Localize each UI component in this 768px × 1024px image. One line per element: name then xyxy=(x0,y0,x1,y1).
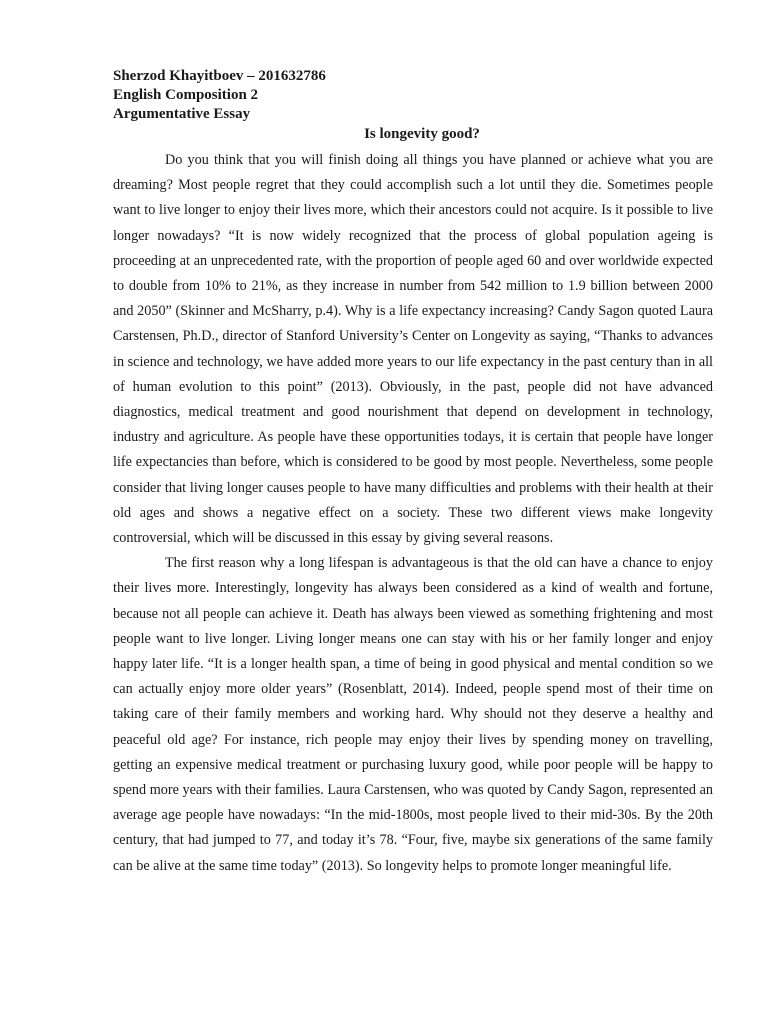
essay-paragraph-2: The first reason why a long lifespan is advantageous is that the old can have a chance to enjoy their lives more. Interestingly, longevity has always been considered as a kind of wealth and fortune, because not all people can achieve it. Death has always been viewed as something frightening and most people want to live longer. Living longer means one can stay with his or her family longer and enjoy happy later life. “It is a longer health span, a time of being in good physical and mental condition so we can actually enjoy more older years” (Rosenblatt, 2014). Indeed, people spend most of their time on taking care of their family members and working hard. Why should not they deserve a healthy and peaceful old age? For instance, rich people may enjoy their lives by spending money on travelling, getting an expensive medical treatment or purchasing luxury good, while poor people will be happy to spend more years with their families. Laura Carstensen, who was quoted by Candy Sagon, represented an average age people have nowadays: “In the mid-1800s, most people lived to their mid-30s. By the 20th century, that had jumped to 77, and today it’s 78. “Four, five, maybe six generations of the same family can be alive at the same time today” (2013). So longevity helps to promote longer meaningful life. xyxy=(113,555,713,874)
course-name: English Composition 2 xyxy=(113,87,259,103)
essay-title: Is longevity good? xyxy=(364,126,480,142)
assignment-type: Argumentative Essay xyxy=(113,106,251,122)
document-page xyxy=(113,67,713,879)
author-line: Sherzod Khayitboev – 201632786 xyxy=(113,68,326,84)
essay-paragraph-1: Do you think that you will finish doing all things you have planned or achieve what you are dreaming? Most people regret that they could accomplish such a lot until they die. Sometimes people want to live longer to enjoy their lives more, which their ancestors could not acquire. Is it possible to live longer nowadays? “It is now widely recognized that the process of global population ageing is proceeding at an unprecedented rate, with the proportion of people aged 60 and over worldwide expected to double from 10% to 21%, as they increase in number from 542 million to 1.9 billion between 2000 and 2050” (Skinner and McSharry, p.4). Why is a life expectancy increasing? Candy Sagon quoted Laura Carstensen, Ph.D., director of Stanford University’s Center on Longevity as saying, “Thanks to advances in science and technology, we have added more years to our life expectancy in the past century than in all of human evolution to this point” (2013). Obviously, in the past, people did not have advanced diagnostics, medical treatment and good nourishment that depend on development in technology, industry and agriculture. As people have these opportunities todays, it is certain that people have longer life expectancies than before, which is considered to be good by most people. Nevertheless, some people consider that living longer causes people to have many difficulties and problems with their health at their old ages and shows a negative effect on a society. These two different views make longevity controversial, which will be discussed in this essay by giving several reasons. xyxy=(113,152,713,547)
